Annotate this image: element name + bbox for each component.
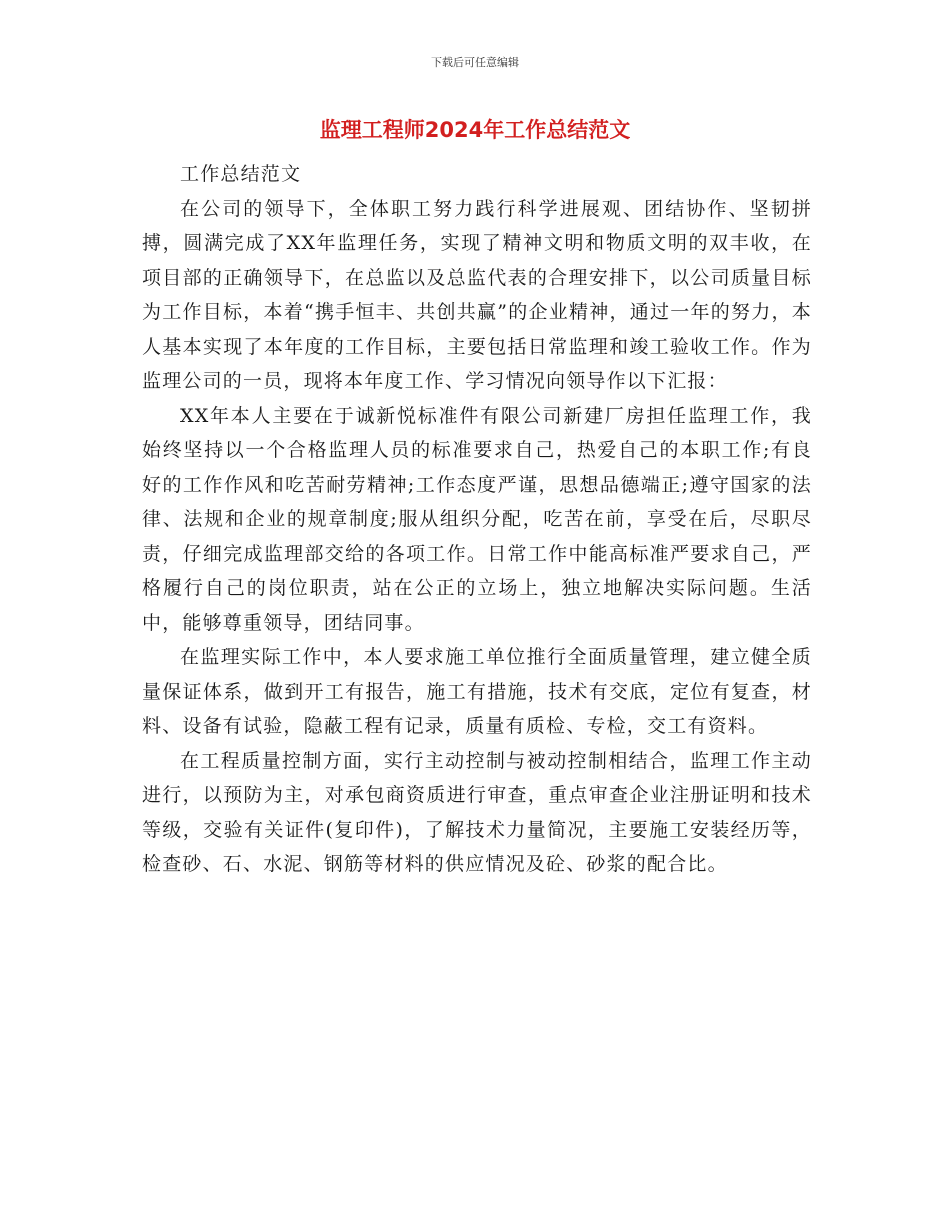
paragraph: 在监理实际工作中，本人要求施工单位推行全面质量管理，建立健全质量保证体系，做到开工有报告，施工有措施，技术有交底，定位有复查，材料、设备有试验，隐蔽工程有记录，质量有质检、专检，交工有资料。 <box>142 646 812 737</box>
paragraph: XX年本人主要在于诚新悦标准件有限公司新建厂房担任监理工作，我始终坚持以一个合格监理人员的标准要求自己，热爱自己的本职工作;有良好的工作作风和吃苦耐劳精神;工作态度严谨，思想品德端正;遵守国家的法律、法规和企业的规章制度;服从组织分配，吃苦在前，享受在后，尽职尽责，仔细完成监理部交给的各项工作。日常工作中能高标准严要求自己，严格履行自己的岗位职责，站在公正的立场上，独立地解决实际问题。生活中，能够尊重领导，团结同事。 <box>142 404 812 634</box>
document-body <box>142 157 812 882</box>
document-title: 监理工程师2024年工作总结范文 <box>319 118 631 142</box>
page-header: 下载后可任意编辑 <box>431 56 519 69</box>
document-subtitle: 工作总结范文 <box>180 163 302 185</box>
paragraph: 在公司的领导下，全体职工努力践行科学进展观、团结协作、坚韧拼搏，圆满完成了XX年监理任务，实现了精神文明和物质文明的双丰收，在项目部的正确领导下，在总监以及总监代表的合理安排下，以公司质量目标为工作目标，本着“携手恒丰、共创共赢”的企业精神，通过一年的努力，本人基本实现了本年度的工作目标，主要包括日常监理和竣工验收工作。作为监理公司的一员，现将本年度工作、学习情况向领导作以下汇报： <box>142 197 812 392</box>
paragraph: 在工程质量控制方面，实行主动控制与被动控制相结合，监理工作主动进行，以预防为主，对承包商资质进行审查，重点审查企业注册证明和技术等级，交验有关证件(复印件)，了解技术力量简况，主要施工安装经历等，检查砂、石、水泥、钢筋等材料的供应情况及砼、砂浆的配合比。 <box>142 749 812 875</box>
